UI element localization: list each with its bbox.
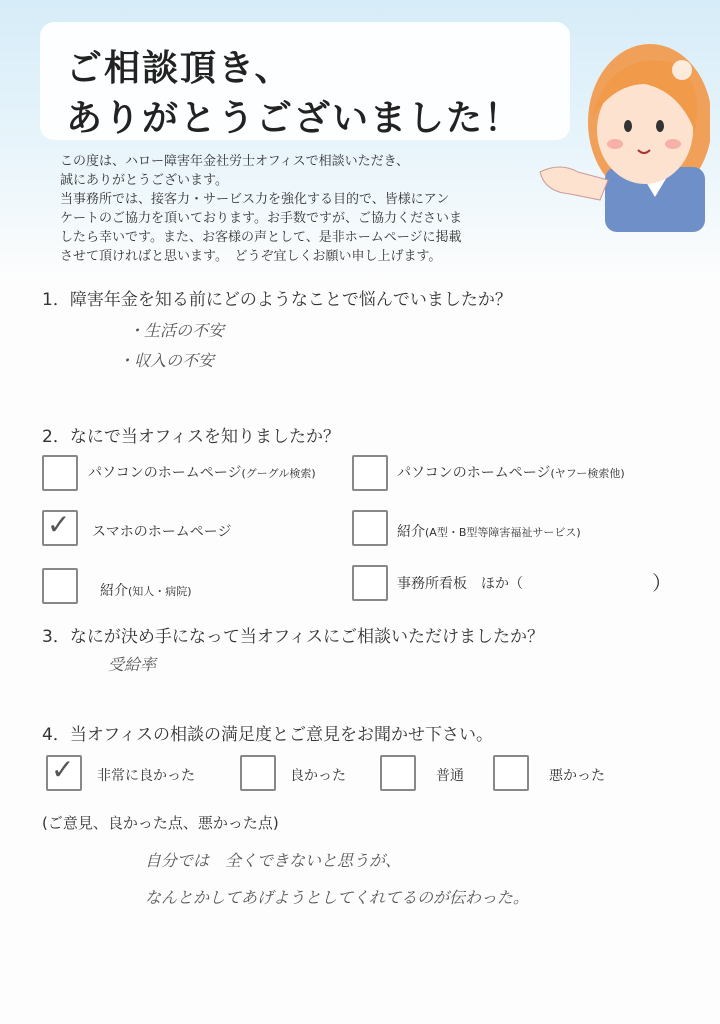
intro-line: 当事務所では、接客力・サービス力を強化する目的で、皆様にアン: [60, 192, 450, 207]
checkbox-pc-google[interactable]: [42, 455, 78, 491]
rating-label-normal: 普通: [436, 768, 464, 784]
option-main: パソコンのホームページ: [397, 465, 551, 481]
checkbox-good[interactable]: [240, 755, 276, 791]
option-label: [397, 521, 581, 541]
checkbox-normal[interactable]: [380, 755, 416, 791]
option-label: [397, 462, 625, 482]
question-3: 3．なにが決め手になって当オフィスにご相談いただけましたか？: [42, 627, 544, 647]
comment-line-1: 自分では 全くできないと思うが、: [145, 851, 402, 870]
checkbox-very-good[interactable]: [46, 755, 82, 791]
intro-line: ケートのご協力を頂いております。お手数ですが、ご協力くださいま: [60, 211, 462, 226]
comment-label: (ご意見、良かった点、悪かった点): [42, 814, 279, 832]
checkbox-smartphone[interactable]: [42, 510, 78, 546]
q1-answer-1: ・生活の不安: [128, 321, 225, 340]
option-main: 紹介: [100, 583, 128, 599]
closing-paren: ）: [652, 571, 672, 595]
comment-line-2: なんとかしてあげようとしてくれてるのが伝わった。: [145, 888, 529, 907]
option-label: [88, 462, 316, 482]
rating-label-bad: 悪かった: [549, 768, 605, 784]
rating-label-good: 良かった: [290, 768, 346, 784]
option-label: [92, 521, 231, 541]
rating-label-very-good: 非常に良かった: [97, 768, 195, 784]
page-title-line-1: ご相談頂き、: [66, 48, 293, 89]
question-2: 2．なにで当オフィスを知りましたか？: [42, 427, 340, 447]
intro-line: 誠にありがとうございます。: [60, 173, 228, 188]
check-mark: ✓: [51, 753, 75, 786]
checkbox-office-sign[interactable]: [352, 565, 388, 601]
option-sub: (A型・B型等障害福祉サービス): [425, 526, 581, 539]
option-main: パソコンのホームページ: [88, 465, 242, 481]
option-sub: (ヤフー検索他): [550, 467, 625, 480]
question-4: 4．当オフィスの相談の満足度とご意見をお聞かせ下さい。: [42, 725, 493, 745]
option-label: [397, 573, 523, 593]
checkbox-referral-acquaintance[interactable]: [42, 568, 78, 604]
question-1: 1．障害年金を知る前にどのようなことで悩んでいましたか？: [42, 290, 512, 310]
option-sub: (知人・病院): [128, 585, 192, 598]
option-label: [100, 580, 192, 600]
checkbox-pc-yahoo[interactable]: [352, 455, 388, 491]
option-sub: (グーグル検索): [241, 467, 316, 480]
checkbox-referral-welfare[interactable]: [352, 510, 388, 546]
intro-line: させて頂ければと思います。 どうぞ宜しくお願い申し上げます。: [60, 249, 442, 264]
option-main: スマホのホームページ: [92, 524, 232, 540]
left-eye: [624, 120, 632, 132]
right-cheek: [665, 139, 681, 149]
intro-paragraph: [60, 152, 560, 266]
right-eye: [656, 120, 664, 132]
intro-line: この度は、ハロー障害年金社労士オフィスで相談いただき、: [60, 154, 410, 169]
left-cheek: [607, 139, 623, 149]
hair-clip: [672, 60, 692, 80]
intro-line: したら幸いです。また、お客様の声として、是非ホームページに掲載: [60, 230, 462, 245]
checkbox-bad[interactable]: [493, 755, 529, 791]
page-title-line-2: ありがとうございました！: [66, 98, 523, 139]
q3-answer: 受給率: [108, 655, 157, 674]
check-mark: ✓: [47, 508, 71, 541]
option-main: 紹介: [397, 524, 425, 540]
q1-answer-2: ・収入の不安: [118, 351, 215, 370]
option-main: 事務所看板 ほか（: [397, 576, 523, 592]
